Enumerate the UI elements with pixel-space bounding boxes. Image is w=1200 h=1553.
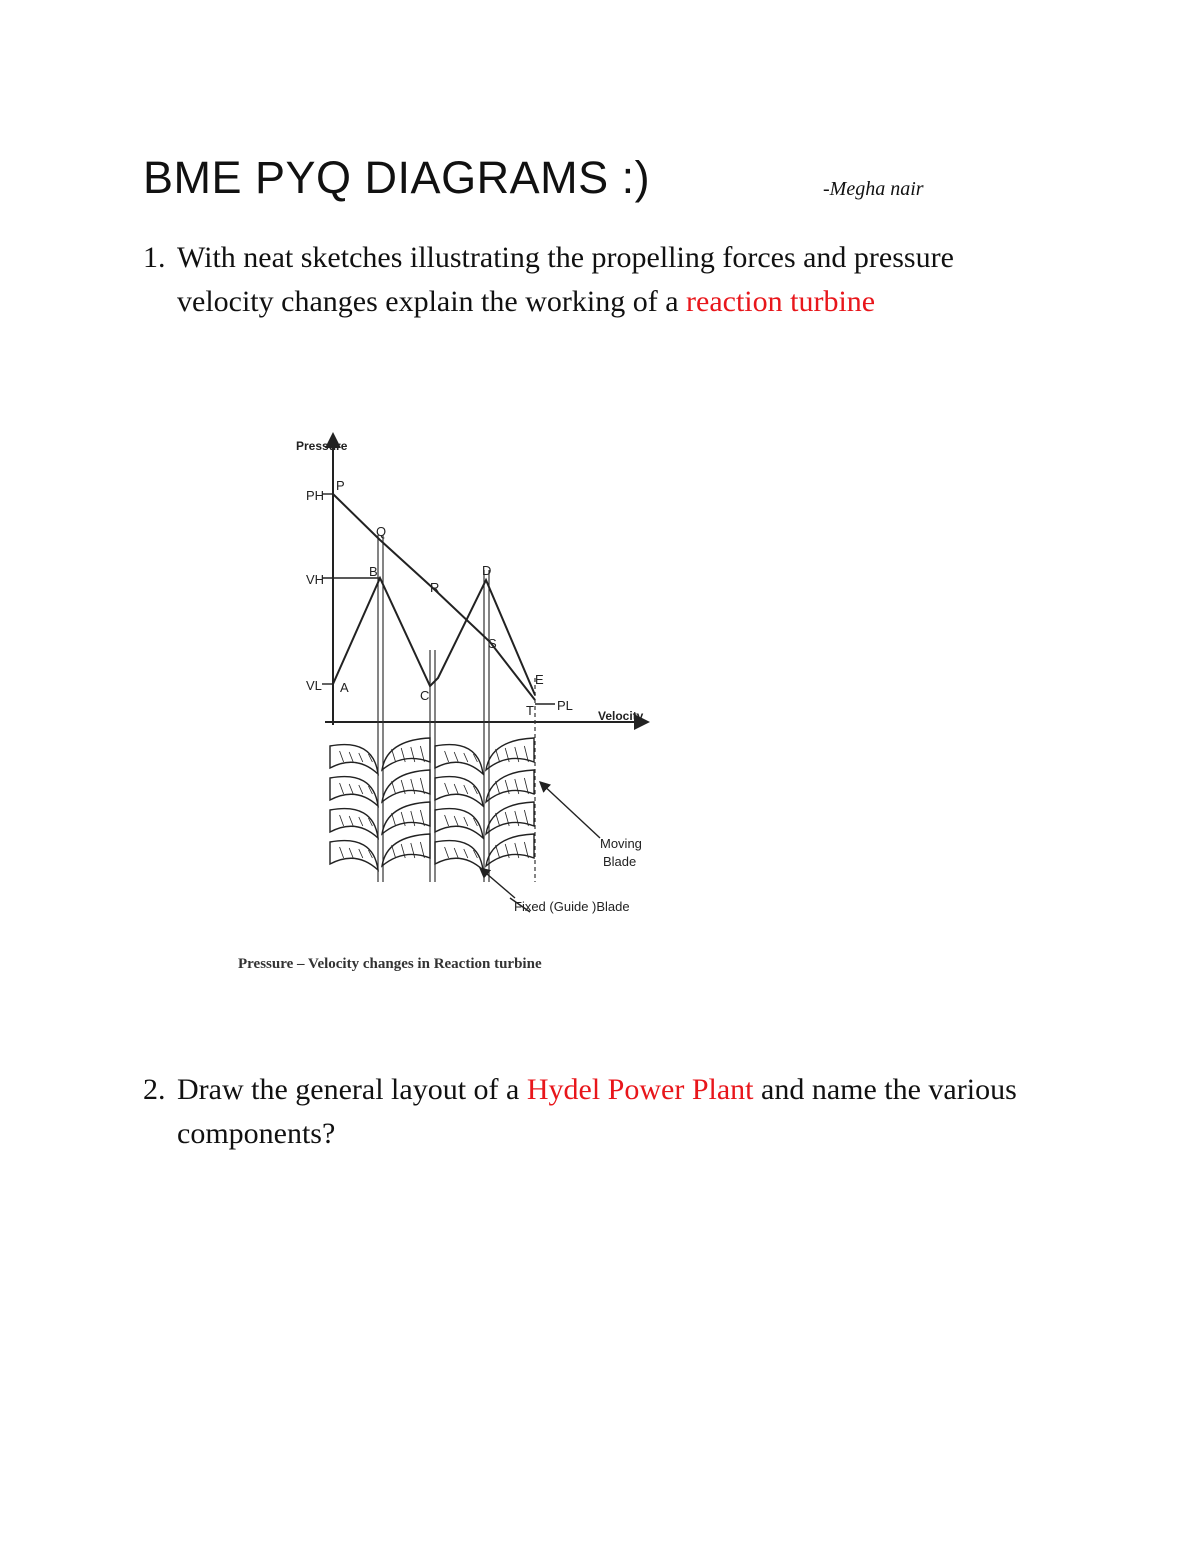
question-number: 1. [143,241,166,274]
label-p: P [336,478,345,493]
blade-rows [330,738,534,870]
label-r: R [430,580,440,595]
blade-hatch [496,813,500,826]
question-text [177,1068,1043,1156]
blade-hatch [515,811,519,826]
blade-hatch [359,753,363,762]
blade-hatch [515,779,519,794]
blade-hatch [340,815,344,826]
moving-blade-label-1: Moving [600,836,642,851]
blade-hatch [445,847,449,858]
label-vh: VH [306,572,325,587]
question-highlight: reaction turbine [686,285,876,318]
blade-hatch [464,753,468,762]
blade-hatch [340,783,344,794]
label-a: A [340,680,349,695]
moving-blade-label-2: Blade [603,854,637,869]
stage-separators [378,535,535,882]
blade-hatch [445,783,449,794]
blade-hatch [349,752,353,762]
blade-hatch [464,849,468,858]
blade-hatch [411,843,415,858]
label-t: T [526,703,534,718]
x-axis-label: Velocity [598,709,644,723]
blade-hatch [445,751,449,762]
blade-hatch [411,811,415,826]
blade-hatch [454,816,458,826]
blade-hatch [454,848,458,858]
blade-hatch [496,781,500,794]
blade-hatch [359,817,363,826]
question-number: 2. [143,1073,166,1106]
pressure-line [333,494,535,700]
question-text-part: Draw the general layout of a [177,1073,527,1106]
question-highlight: Hydel Power Plant [526,1073,754,1106]
blade-hatch [349,848,353,858]
blade-hatch [411,779,415,794]
blade-hatch [515,747,519,762]
question-2 [143,1068,1043,1156]
document-title: BME PYQ DIAGRAMS :) [143,152,651,203]
question-1 [143,236,1043,324]
label-vl: VL [306,678,322,693]
y-axis-label: Pressure [296,439,348,453]
label-e: E [535,672,544,687]
velocity-line [333,578,535,695]
blade-hatch [464,817,468,826]
question-text-part: With neat sketches illustrating the propelling forces and pressure velocity changes explain the working of a [177,241,954,318]
blade-hatch [454,784,458,794]
label-pl: PL [557,698,573,713]
blade-hatch [496,845,500,858]
blade-hatch [411,747,415,762]
label-d: D [482,563,492,578]
blade-hatch [454,752,458,762]
label-b: B [369,564,378,579]
blade-hatch [392,749,396,762]
question-text-part: and name the various components? [177,1073,1017,1150]
blade-hatch [445,815,449,826]
blade-hatch [464,785,468,794]
blade-hatch [392,845,396,858]
blade-hatch [359,785,363,794]
fixed-blade-label: Fixed (Guide )Blade [514,899,630,914]
label-s: S [488,636,497,651]
blade-hatch [340,751,344,762]
label-ph: PH [306,488,325,503]
blade-hatch [392,781,396,794]
blade-hatch [359,849,363,858]
figure-caption: Pressure – Velocity changes in Reaction turbine [238,956,542,972]
question-text [177,236,1043,324]
blade-hatch [392,813,396,826]
blade-hatch [349,816,353,826]
label-q: Q [376,524,387,539]
blade-hatch [349,784,353,794]
label-c: C [420,688,430,703]
pressure-velocity-diagram [230,420,670,980]
blade-hatch [496,749,500,762]
blade-hatch [340,847,344,858]
author-name: -Megha nair [823,178,924,200]
blade-hatch [515,843,519,858]
